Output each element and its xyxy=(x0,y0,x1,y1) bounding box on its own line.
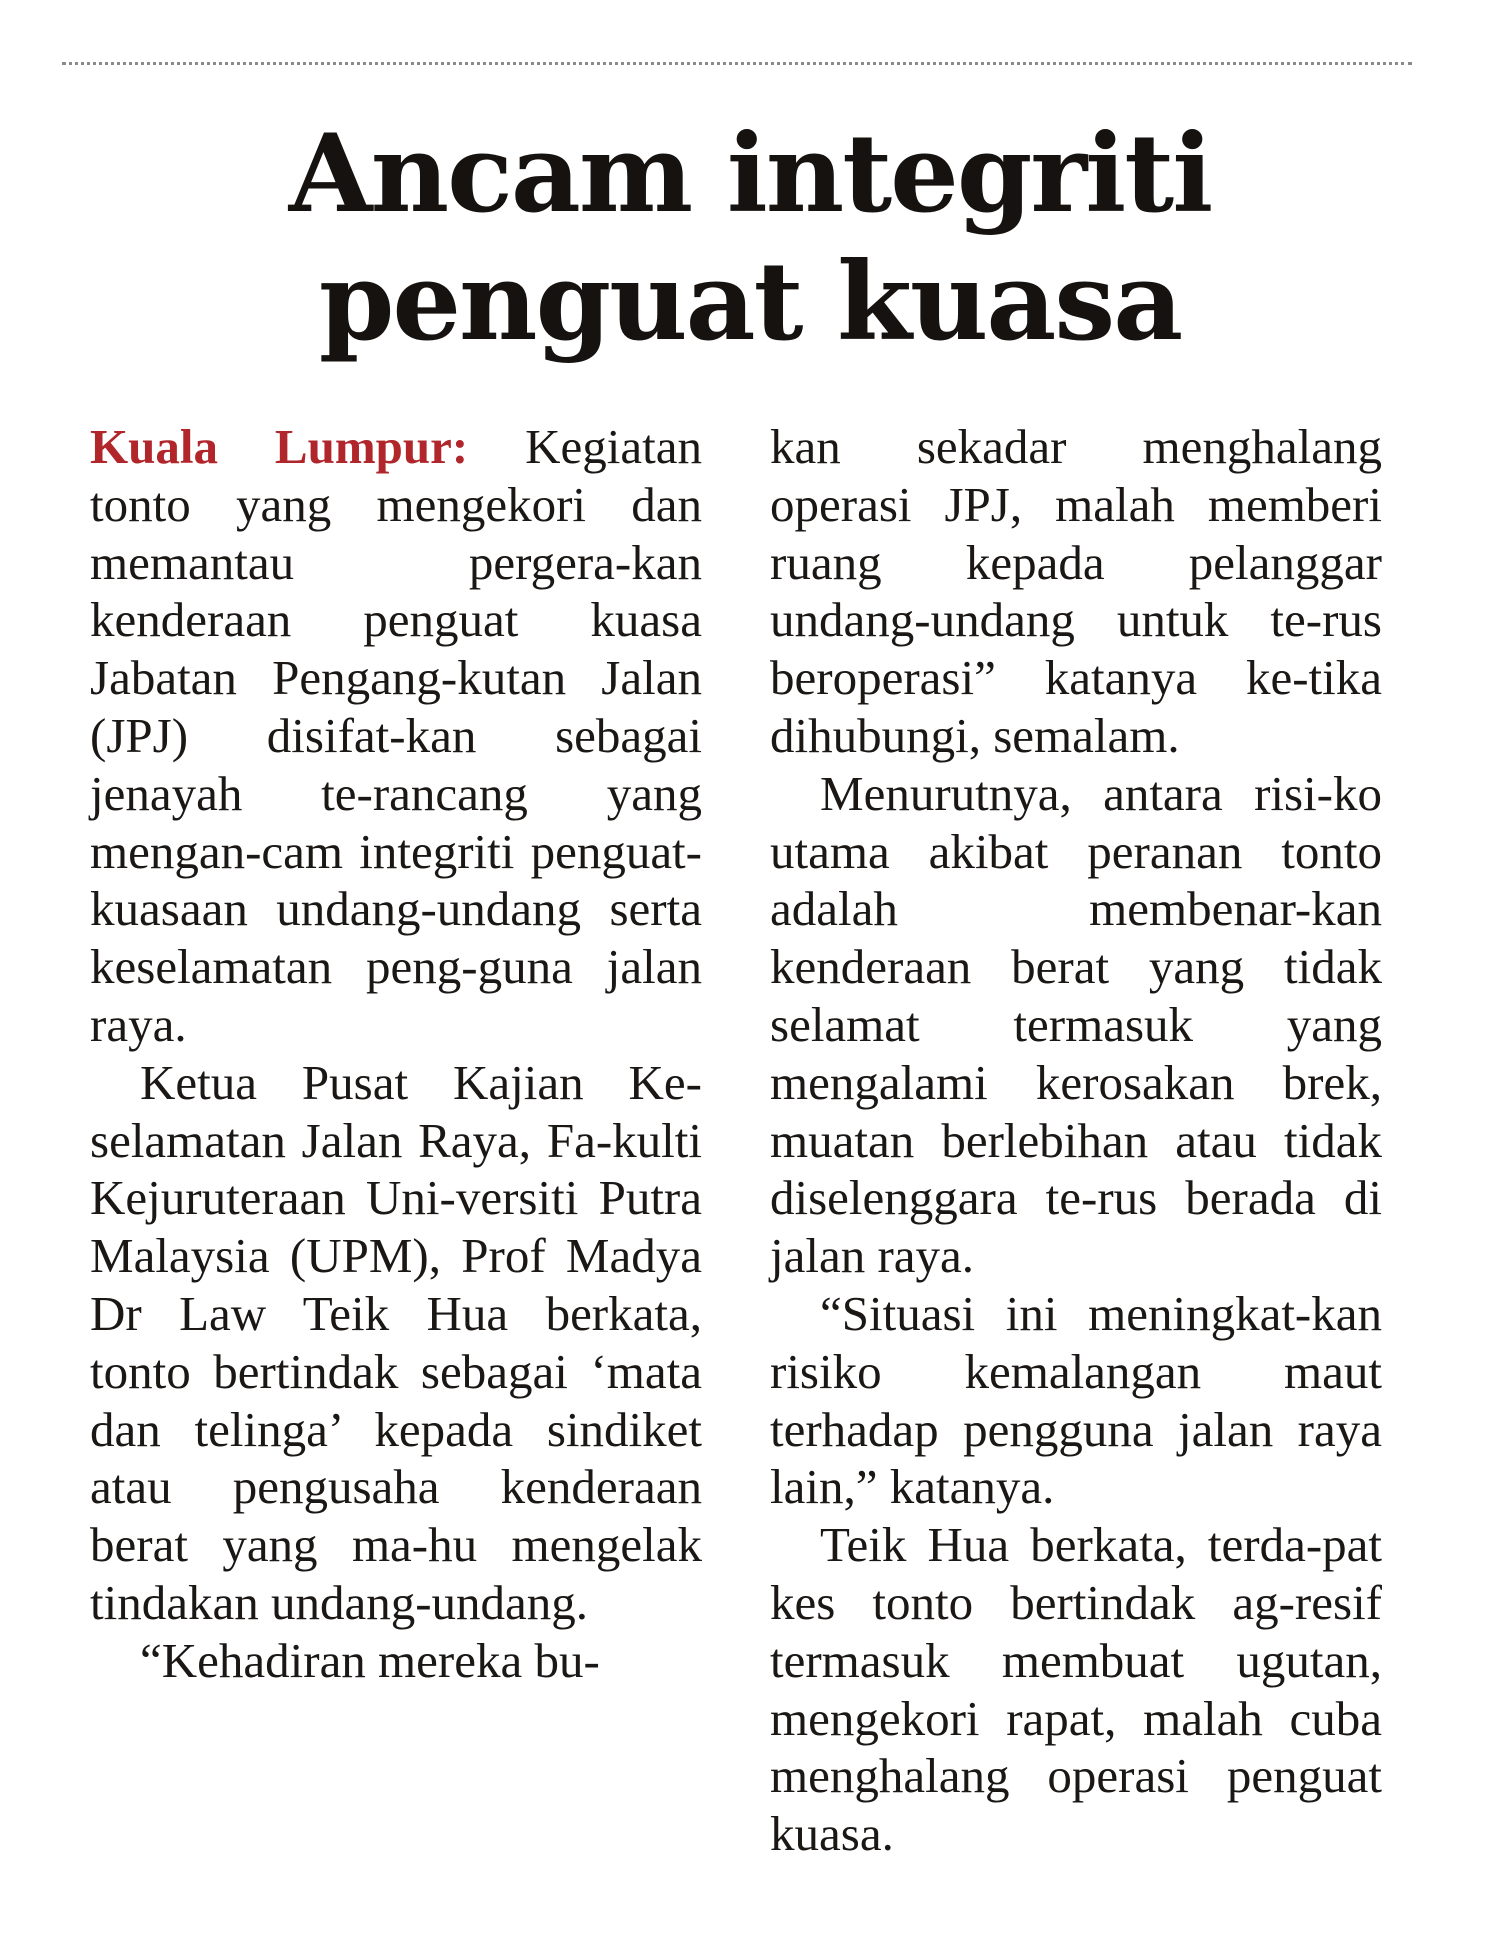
article-column-right xyxy=(770,418,1382,1863)
paragraph: “Kehadiran mereka bu- xyxy=(140,1632,600,1688)
paragraph: “Situasi ini meningkat-kan risiko kemalangan maut terhadap pengguna jalan raya lain,” katanya. xyxy=(770,1285,1382,1515)
headline-line-1: Ancam integriti xyxy=(288,111,1212,237)
paragraph-text: Kegiatan tonto yang mengekori dan memantau pergera-kan kenderaan penguat kuasa Jabatan Pengang-kutan Jalan (JPJ) disifat-kan sebagai jenayah te-rancang yang mengan-cam integriti penguat-kuasaan undang-undang serta keselamatan peng-guna jalan raya. xyxy=(90,419,702,1052)
paragraph: Teik Hua berkata, terda-pat kes tonto bertindak ag-resif termasuk membuat ugutan, mengekori rapat, malah cuba menghalang operasi penguat kuasa. xyxy=(770,1517,1382,1862)
paragraph: Menurutnya, antara risi-ko utama akibat peranan tonto adalah membenar-kan kenderaan berat yang tidak selamat termasuk yang mengalami kerosakan brek, muatan berlebihan atau tidak diselenggara te-rus berada di jalan raya. xyxy=(770,765,1382,1284)
paragraph: kan sekadar menghalang operasi JPJ, malah memberi ruang kepada pelanggar undang-undang untuk te-rus beroperasi” katanya ke-tika dihubungi, semalam. xyxy=(770,419,1382,763)
dateline: Kuala Lumpur: xyxy=(90,419,469,474)
paragraph xyxy=(90,418,702,1054)
headline xyxy=(0,110,1500,366)
article-column-left xyxy=(90,418,702,1690)
top-dotted-rule xyxy=(62,62,1412,65)
paragraph: Ketua Pusat Kajian Ke-selamatan Jalan Raya, Fa-kulti Kejuruteraan Uni-versiti Putra Malaysia (UPM), Prof Madya Dr Law Teik Hua berkata, tonto bertindak sebagai ‘mata dan telinga’ kepada sindiket atau pengusaha kenderaan berat yang ma-hu mengelak tindakan undang-undang. xyxy=(90,1054,702,1630)
headline-line-2: penguat kuasa xyxy=(318,239,1182,365)
